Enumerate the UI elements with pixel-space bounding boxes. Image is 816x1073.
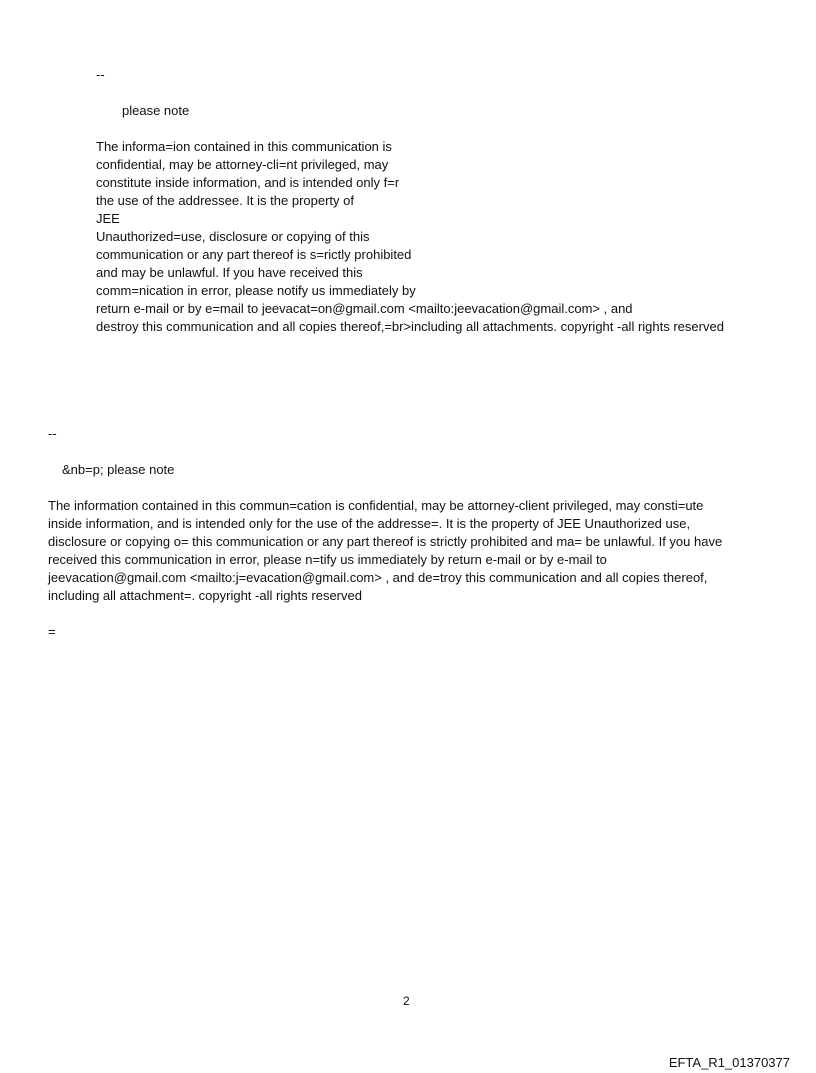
block2-heading: &nb=p; please note [62, 462, 175, 477]
block1-line: confidential, may be attorney-cli=nt privileged, may [96, 157, 389, 172]
block2-trailer: = [48, 624, 56, 639]
block2-line: received this communication in error, please n=tify us immediately by return e-mail or by e-mail to [48, 552, 607, 567]
block1-line: return e-mail or by e=mail to jeevacat=on@gmail.com <mailto:jeevacation@gmail.com> , and [96, 301, 633, 316]
block1-line: communication or any part thereof is s=rictly prohibited [96, 247, 412, 262]
block1-line: JEE [96, 211, 120, 226]
block2-line: jeevacation@gmail.com <mailto:j=evacation@gmail.com> , and de=troy this communication and all copies thereof, [48, 570, 708, 585]
block1-line: the use of the addressee. It is the property of [96, 193, 354, 208]
block1-line: comm=nication in error, please notify us immediately by [96, 283, 416, 298]
block2-line: inside information, and is intended only for the use of the addresse=. It is the property of JEE Unauthorized use, [48, 516, 691, 531]
page-number: 2 [403, 994, 410, 1008]
block1-line: The informa=ion contained in this communication is [96, 139, 392, 154]
block2-line: disclosure or copying o= this communication or any part thereof is strictly prohibited and ma= be unlawful. If you have [48, 534, 723, 549]
block2-line: including all attachment=. copyright -all rights reserved [48, 588, 362, 603]
block1-line: destroy this communication and all copies thereof,=br>including all attachments. copyright -all rights reserved [96, 319, 724, 334]
document-id: EFTA_R1_01370377 [668, 1055, 790, 1070]
block2-line: The information contained in this commun=cation is confidential, may be attorney-client privileged, may consti=ute [48, 498, 704, 513]
block1-separator: -- [96, 67, 105, 82]
block1-line: and may be unlawful. If you have received this [96, 265, 363, 280]
block1-heading: please note [122, 103, 190, 118]
block1-line: constitute inside information, and is intended only f=r [96, 175, 400, 190]
block2-separator: -- [48, 426, 57, 441]
block1-line: Unauthorized=use, disclosure or copying of this [96, 229, 370, 244]
